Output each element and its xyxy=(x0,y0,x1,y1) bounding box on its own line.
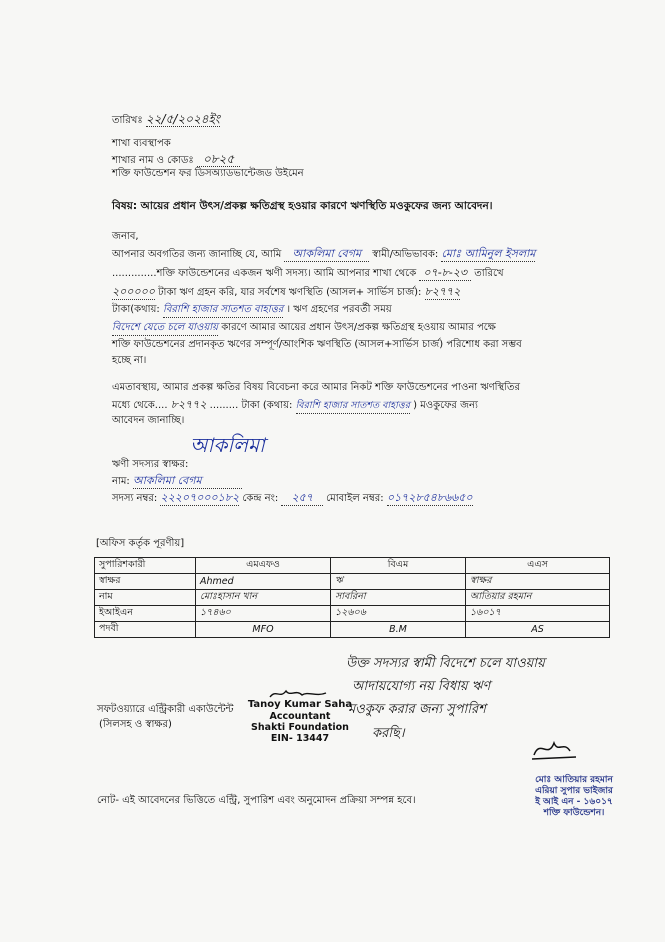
stamp-title: Accountant xyxy=(269,711,331,722)
addressee-line2 xyxy=(112,152,240,168)
date-value: ২২/৫/২০২৪ইং xyxy=(145,112,220,126)
subject-line: বিষয়: আয়ের প্রধান উৎস/প্রকল্প ক্ষতিগ্রস্থ হওয়ার কারণে ঋণস্থিতি মওকুফের জন্য আবেদন। xyxy=(112,200,493,212)
member-signature: আকলিমা xyxy=(190,433,265,457)
table-row xyxy=(95,574,610,590)
approval-table xyxy=(94,557,610,638)
table-header-cell: এমএফও xyxy=(196,558,331,574)
loan-date: ০৭-৮-২৩ xyxy=(419,266,471,281)
remark-line: করছি। xyxy=(372,726,405,741)
branch-code: ০৮২৫ xyxy=(197,152,240,167)
para1-line5 xyxy=(112,321,496,336)
addressee-line1: শাখা ব্যবস্থাপক xyxy=(112,138,171,149)
reason-handwritten: বিদেশে যেতে চলে যাওয়ায় xyxy=(112,321,218,336)
row-label: নাম xyxy=(95,590,196,606)
para2-line1: এমতাবস্থায়, আমার প্রকল্প ক্ষতির বিষয় বিবেচনা করে আমার নিকট শক্তি ফাউন্ডেশনের পাওনা ঋণস্থিতির xyxy=(112,382,521,393)
loan-balance: ৮২৭৭২ xyxy=(424,285,461,298)
table-cell: সাবরিনা xyxy=(331,590,466,606)
member-name-handwritten: আকলিমা বেগম xyxy=(284,247,369,262)
member-name-value: আকলিমা বেগম xyxy=(133,474,242,489)
para2-text: মধ্যে থেকে.... xyxy=(112,400,168,411)
table-cell: স্বাক্ষর xyxy=(466,574,610,590)
guardian-label: স্বামী/অভিভাবক: xyxy=(372,249,439,260)
footer-note: নোট- এই আবেদনের ভিত্তিতে এন্ট্রি, সুপারিশ এবং অনুমোদন প্রক্রিয়া সম্পন্ন হবে। xyxy=(97,795,416,806)
table-cell: Ahmed xyxy=(196,574,331,590)
table-header-cell: এএস xyxy=(466,558,610,574)
as-stamp-line: ই আই এন - ১৬০১৭ xyxy=(535,797,613,807)
stamp-ein: EIN- 13447 xyxy=(270,733,330,744)
para1-text: তারিখে xyxy=(474,268,504,279)
table-row xyxy=(95,606,610,622)
table-cell: ঋ xyxy=(331,574,466,590)
center-value: ২৫৭ xyxy=(281,491,322,506)
table-cell: ১৭৪৬০ xyxy=(196,606,331,622)
area-supervisor-signature xyxy=(530,735,580,763)
branch-label: শাখার নাম ও কোডঃ xyxy=(112,155,194,166)
member-name-label: নাম: xyxy=(112,476,130,487)
remark-line: মওকুফ করার জন্য সুপারিশ xyxy=(348,702,486,717)
row-label: ইআইএন xyxy=(95,606,196,622)
accountant-stamp xyxy=(240,693,360,744)
stamp-org: Shakti Foundation xyxy=(251,722,349,733)
para1-text: আপনার অবগতির জন্য জানাচ্ছি যে, আমি xyxy=(112,249,282,260)
row-label: পদবী xyxy=(95,622,196,638)
remark-line: উক্ত সদস্যর স্বামী বিদেশে চলে যাওয়ায় xyxy=(346,656,545,671)
table-cell: আতিয়ার রহমান xyxy=(466,590,610,606)
para1-line6: শক্তি ফাউন্ডেশনের প্রদানকৃত ঋণের সম্পূর্ণ/আংশিক ঋণস্থিতি (আসল+সার্ভিস চার্জ) পরিশোধ করা সম্ভব xyxy=(112,339,522,350)
para2-line2 xyxy=(112,398,478,414)
member-signature-label: ঋণী সদস্যর স্বাক্ষর: xyxy=(112,459,189,470)
table-cell: AS xyxy=(466,622,610,638)
as-stamp-line: এরিয়া সুপার ভাইজার xyxy=(535,786,613,796)
center-label: কেন্দ্র নং: xyxy=(242,493,279,504)
table-cell: মোঃহাসান খান xyxy=(196,590,331,606)
table-cell: ১২৬০৬ xyxy=(331,606,466,622)
mobile-value: ০১৭২৮৫৪৮৬৬৫০ xyxy=(386,491,473,504)
row-label: স্বাক্ষর xyxy=(95,574,196,590)
para1-text: টাকা(কথায়: xyxy=(112,304,160,315)
salutation: জনাব, xyxy=(112,231,139,242)
mobile-label: মোবাইল নম্বর: xyxy=(326,493,384,504)
waiver-in-words: বিরাশি হাজার সাতশত বাহাত্তর xyxy=(296,399,410,414)
as-stamp-line: মোঃ আতিয়ার রহমান xyxy=(535,775,613,785)
para1-line3 xyxy=(112,285,460,300)
table-cell: MFO xyxy=(196,622,331,638)
table-cell: B.M xyxy=(331,622,466,638)
stamp-name: Tanoy Kumar Saha xyxy=(247,699,353,710)
para1-text: । ঋণ গ্রহণের পরবর্তী সময় xyxy=(286,304,392,315)
table-header-cell: বিএম xyxy=(331,558,466,574)
guardian-name-handwritten: মোঃ আমিনুল ইসলাম xyxy=(441,247,536,260)
para1-text: টাকা ঋণ গ্রহন করি, যার সর্বশেষ ঋণস্থিতি (আসল+ সার্ভিস চার্জ): xyxy=(158,287,422,298)
date-line xyxy=(112,112,220,128)
balance-in-words: বিরাশি হাজার সাতশত বাহাত্তর xyxy=(163,303,283,318)
para1-line1 xyxy=(112,247,535,262)
as-stamp-line: শক্তি ফাউন্ডেশন। xyxy=(543,808,605,818)
addressee-line3: শক্তি ফাউন্ডেশন ফর ডিসঅ্যাডভান্টেজড উইমেন xyxy=(112,168,304,179)
accountant-sublabel: (সিলসহ ও স্বাক্ষর) xyxy=(99,719,172,730)
member-no-value: ২২২০৭০০০১৮২ xyxy=(160,491,240,504)
office-use-label: [অফিস কর্তৃক পূরণীয়] xyxy=(96,538,185,549)
table-header-cell: সুপারিশকারী xyxy=(95,558,196,574)
member-no-label: সদস্য নম্বর: xyxy=(112,493,158,504)
remark-line: আদায়যোগ্য নয় বিধায় ঋণ xyxy=(352,679,491,694)
table-cell: ১৬০১৭ xyxy=(466,606,610,622)
accountant-signature xyxy=(268,687,328,701)
member-id-line xyxy=(112,491,473,506)
para1-text: কারণে আমার আয়ের প্রধান উৎস/প্রকল্প ক্ষতিগ্রস্থ হওয়ায় আমার পক্ষে xyxy=(221,322,496,333)
para2-line3: আবেদন জানাচ্ছি। xyxy=(112,415,185,426)
loan-amount: ২০০০০০ xyxy=(112,285,155,298)
para2-text: ) মওকুফের জন্য xyxy=(413,400,478,411)
table-row xyxy=(95,622,610,638)
waiver-amount: ৮২৭৭২ xyxy=(170,398,207,411)
para2-text: ......... টাকা (কথায়: xyxy=(209,400,293,411)
para1-line4 xyxy=(112,303,392,318)
table-row xyxy=(95,590,610,606)
para1-line7: হচ্ছে না। xyxy=(112,355,147,366)
date-label: তারিখঃ xyxy=(112,115,143,126)
area-supervisor-stamp xyxy=(515,775,633,819)
para1-text: ..............শক্তি ফাউন্ডেশনের একজন ঋণী সদস্য। আমি আপনার শাখা থেকে xyxy=(112,268,417,279)
accountant-label: সফটওয়্যারে এন্ট্রিকারী একাউন্টেন্ট xyxy=(97,704,234,715)
member-name-line xyxy=(112,474,242,489)
table-header-row xyxy=(95,558,610,574)
para1-line2 xyxy=(112,266,504,281)
